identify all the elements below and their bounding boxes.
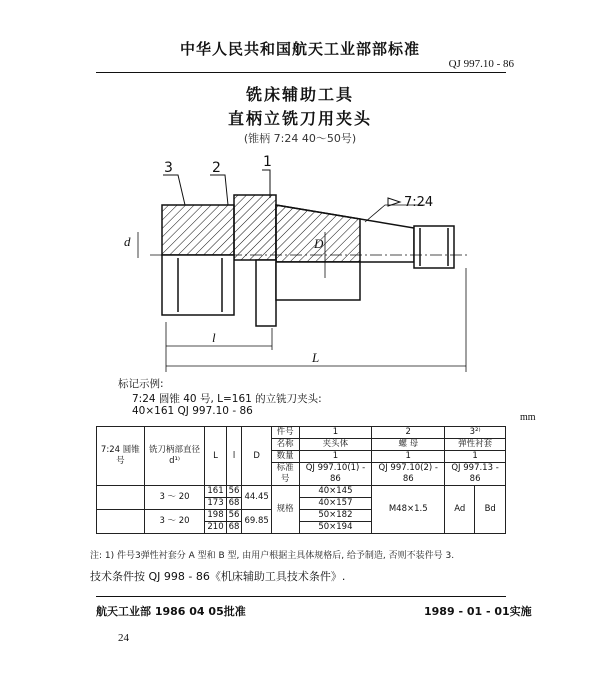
nut-spec: M48×1.5 xyxy=(372,486,445,534)
unit-label: mm xyxy=(520,412,536,423)
part-2-qty: 1 xyxy=(372,451,445,463)
row-1-l: 56 xyxy=(226,486,242,498)
row-1-spec: 40×145 xyxy=(299,486,372,498)
row-3-spec: 50×182 xyxy=(299,510,372,522)
example-label: 标记示例: xyxy=(118,378,164,390)
example-line-2: 40×161 QJ 997.10 - 86 xyxy=(132,405,253,417)
sleeve-a: Ad xyxy=(445,486,475,534)
example-line-1: 7:24 圆锥 40 号, L=161 的立铣刀夹头: xyxy=(132,393,322,405)
part-3-qty: 1 xyxy=(445,451,506,463)
row-1-D: 44.45 xyxy=(242,486,271,510)
sleeve-b: Bd xyxy=(475,486,506,534)
col-cutter-header: 铣刀柄部直径 d¹⁾ xyxy=(144,427,205,486)
col-D-header: D xyxy=(242,427,271,486)
page-subtitle: 直柄立铣刀用夹头 xyxy=(227,109,372,128)
callout-2: 2 xyxy=(212,160,221,176)
technical-conditions: 技术条件按 QJ 998 - 86《机床辅助工具技术条件》. xyxy=(90,570,346,583)
part-2-std: QJ 997.10(2) - 86 xyxy=(372,463,445,486)
name-label: 名称 xyxy=(271,439,299,451)
approval-line: 航天工业部 1986 04 05批准 xyxy=(96,605,246,618)
page-title: 铣床辅助工具 xyxy=(245,85,354,104)
qty-label: 数量 xyxy=(271,451,299,463)
row-3-L: 198 xyxy=(205,510,226,522)
table-row xyxy=(97,486,506,498)
part-3-name: 弹性衬套 xyxy=(445,439,506,451)
row-3-l: 56 xyxy=(226,510,242,522)
dim-l: l xyxy=(212,330,216,345)
dim-d: d xyxy=(124,234,131,249)
footnote: 注: 1) 件号3弹性衬套分 A 型和 B 型, 由用户根据主具体规格后, 给予制造, 否则不装件号 3. xyxy=(90,551,455,561)
part-2-no: 2 xyxy=(372,427,445,439)
row-1-d: 3 ～ 20 xyxy=(144,486,205,510)
col-L-header: L xyxy=(205,427,226,486)
standard-title: 中华人民共和国航天工业部部标准 xyxy=(179,40,420,58)
part-1-qty: 1 xyxy=(299,451,372,463)
part-1-std: QJ 997.10(1) - 86 xyxy=(299,463,372,486)
tool-holder-outline xyxy=(162,195,454,326)
taper-symbol xyxy=(388,195,433,210)
part-3-std: QJ 997.13 - 86 xyxy=(445,463,506,486)
col-taper-header: 7:24 圆锥号 xyxy=(97,427,145,486)
taper-ratio: 7:24 xyxy=(404,195,434,210)
dim-D: D xyxy=(314,236,324,251)
row-4-L: 210 xyxy=(205,522,226,534)
callout-1: 1 xyxy=(263,154,272,170)
page-subtitle-note: (锥柄 7:24 40～50号) xyxy=(243,132,357,145)
col-l-header: l xyxy=(226,427,242,486)
row-2-l: 68 xyxy=(226,498,242,510)
part-1-no: 1 xyxy=(299,427,372,439)
spec-label: 规格 xyxy=(271,486,299,534)
row-1-L: 161 xyxy=(205,486,226,498)
part-2-name: 螺 母 xyxy=(372,439,445,451)
part-no-label: 件号 xyxy=(271,427,299,439)
row-4-spec: 50×194 xyxy=(299,522,372,534)
part-3-no: 3²⁾ xyxy=(445,427,506,439)
row-3-D: 69.85 xyxy=(242,510,271,534)
standard-number: QJ 997.10 - 86 xyxy=(448,58,514,70)
footer-rule xyxy=(96,596,506,597)
dim-L: L xyxy=(312,350,320,365)
row-2-L: 173 xyxy=(205,498,226,510)
page-number: 24 xyxy=(118,632,129,644)
effective-date: 1989 - 01 - 01实施 xyxy=(424,605,532,618)
row-4-l: 68 xyxy=(226,522,242,534)
row-3-d: 3 ～ 20 xyxy=(144,510,205,534)
row-2-spec: 40×157 xyxy=(299,498,372,510)
spec-table xyxy=(96,426,506,534)
callout-3: 3 xyxy=(164,160,173,176)
part-1-name: 夹头体 xyxy=(299,439,372,451)
std-label: 标准号 xyxy=(271,463,299,486)
callout-labels xyxy=(164,154,272,176)
